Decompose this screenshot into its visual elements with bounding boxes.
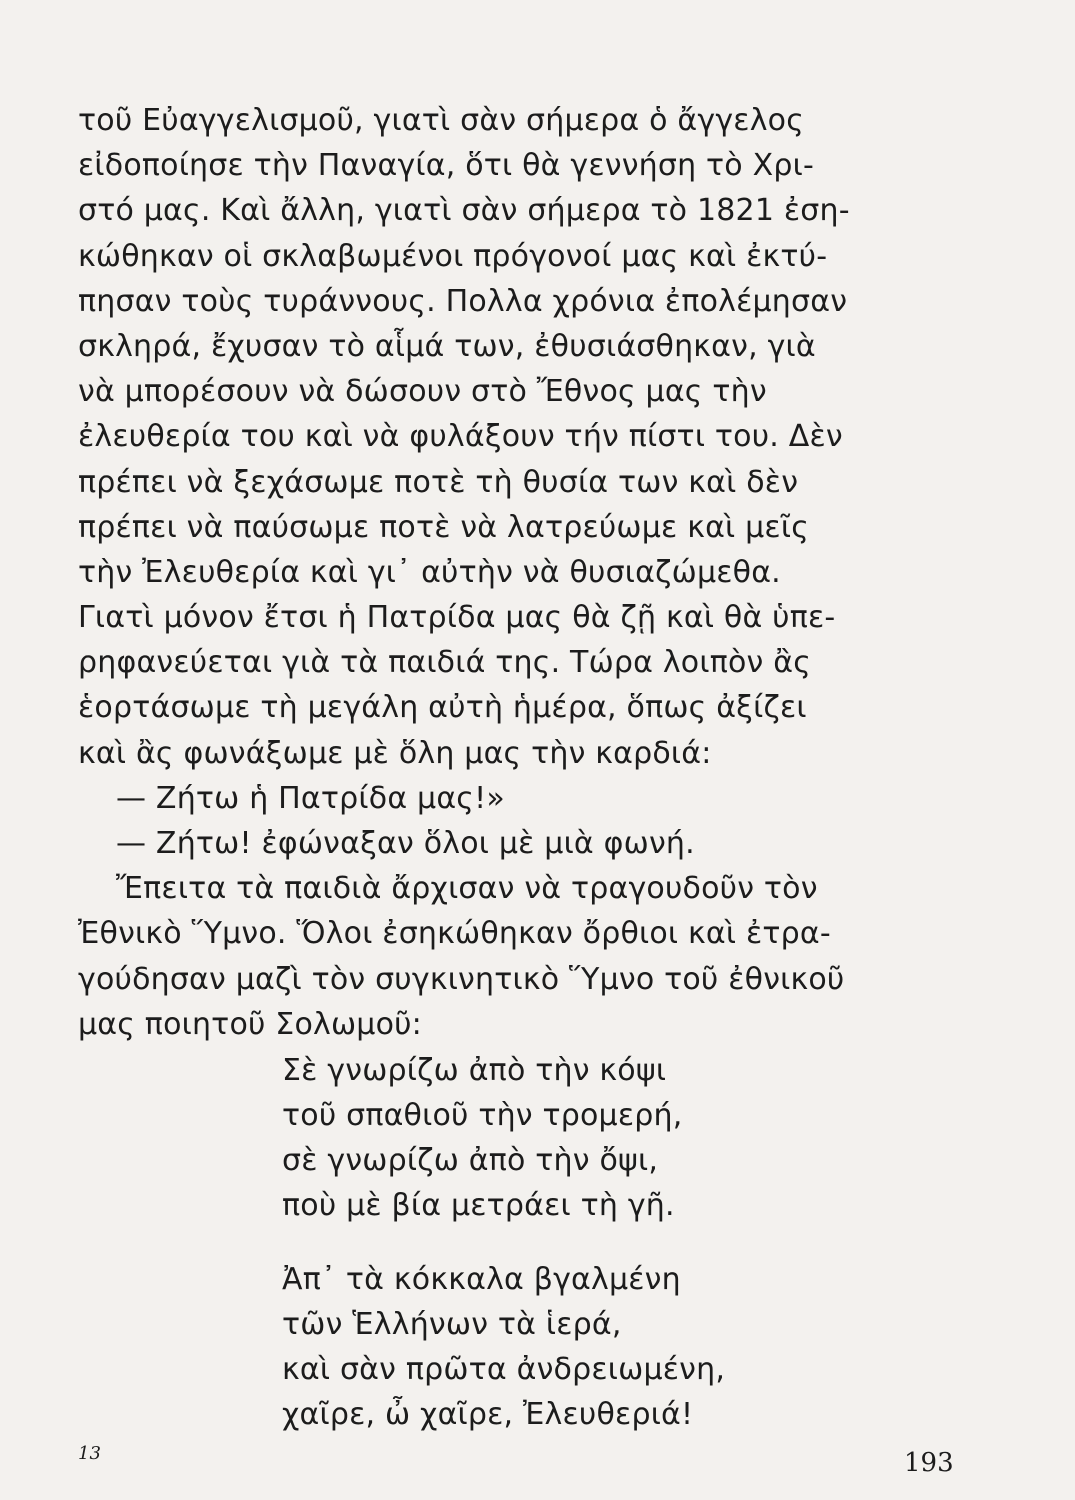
text-line: πησαν τοὺς τυράννους. Πολλα χρόνια ἐπολέμησαν [78, 283, 848, 319]
text-line: Ἔπειτα τὰ παιδιὰ ἄρχισαν νὰ τραγουδοῦν τὸν [116, 871, 818, 907]
text-line: γούδησαν μαζὶ τὸν συγκινητικὸ Ὕμνο τοῦ ἐθνικοῦ [78, 961, 845, 997]
text-line: μας ποιητοῦ Σολωμοῦ: [78, 1006, 422, 1042]
poem-line: ποὺ μὲ βία μετράει τὴ γῆ. [282, 1188, 675, 1223]
poem-line: καὶ σὰν πρῶτα ἀνδρειωμένη, [282, 1352, 726, 1387]
text-line: ἑορτάσωμε τὴ μεγάλη αὐτὴ ἡμέρα, ὅπως ἀξίζει [78, 690, 807, 726]
text-line: σκληρά, ἔχυσαν τὸ αἷμά των, ἐθυσιάσθηκαν, γιὰ [78, 328, 816, 364]
poem-line: τῶν Ἑλλήνων τὰ ἱερά, [282, 1307, 622, 1342]
poem-line: τοῦ σπαθιοῦ τὴν τρομερή, [282, 1098, 683, 1133]
poem-stanza [282, 1048, 802, 1228]
poem-line: Ἀπ᾽ τὰ κόκκαλα βγαλμένη [282, 1262, 681, 1297]
poem-line: Σὲ γνωρίζω ἀπὸ τὴν κόψι [282, 1053, 667, 1088]
text-line: εἰδοποίησε τὴν Παναγία, ὅτι θὰ γεννήση τὸ Χρι- [78, 148, 814, 184]
text-line: πρέπει νὰ παύσωμε ποτὲ νὰ λατρεύωμε καὶ μεῖς [78, 509, 809, 545]
text-line: τοῦ Εὐαγγελισμοῦ, γιατὶ σὰν σήμερα ὁ ἄγγελος [78, 103, 805, 138]
text-line: Γιατὶ μόνον ἔτσι ἡ Πατρίδα μας θὰ ζῇ καὶ θὰ ὑπε- [78, 600, 836, 636]
dialogue-line: — Ζήτω! ἐφώναξαν ὅλοι μὲ μιὰ φωνή. [116, 826, 695, 861]
text-line: τὴν Ἐλευθερία καὶ γι᾽ αὐτὴν νὰ θυσιαζώμεθα. [78, 554, 781, 590]
body-text [78, 98, 978, 1047]
text-line: στό μας. Καὶ ἄλλη, γιατὶ σὰν σήμερα τὸ 1821 ἐση- [78, 193, 850, 229]
text-line: Ἐθνικὸ Ὕμνο. Ὅλοι ἐσηκώθηκαν ὄρθιοι καὶ ἐτρα- [78, 916, 831, 952]
poem-line: χαῖρε, ὦ χαῖρε, Ἐλευθεριά! [282, 1397, 694, 1432]
poem-line: σὲ γνωρίζω ἀπὸ τὴν ὄψι, [282, 1143, 659, 1178]
signature-mark: 13 [78, 1443, 101, 1464]
dialogue-line: — Ζήτω ἡ Πατρίδα μας!» [116, 780, 505, 816]
text-line: νὰ μπορέσουν νὰ δώσουν στὸ Ἔθνος μας τὴν [78, 374, 767, 410]
text-line: καὶ ἂς φωνάξωμε μὲ ὅλη μας τὴν καρδιά: [78, 735, 712, 771]
text-line: κώθηκαν οἱ σκλαβωμένοι πρόγονοί μας καὶ ἐκτύ- [78, 238, 828, 274]
page-number: 193 [904, 1448, 954, 1478]
poem-stanza [282, 1257, 802, 1437]
text-line: πρέπει νὰ ξεχάσωμε ποτὲ τὴ θυσία των καὶ δὲν [78, 464, 799, 500]
text-line: ρηφανεύεται γιὰ τὰ παιδιά της. Τώρα λοιπὸν ἂς [78, 645, 811, 681]
text-line: ἐλευθερία του καὶ νὰ φυλάξουν τήν πίστι του. Δὲν [78, 419, 843, 455]
